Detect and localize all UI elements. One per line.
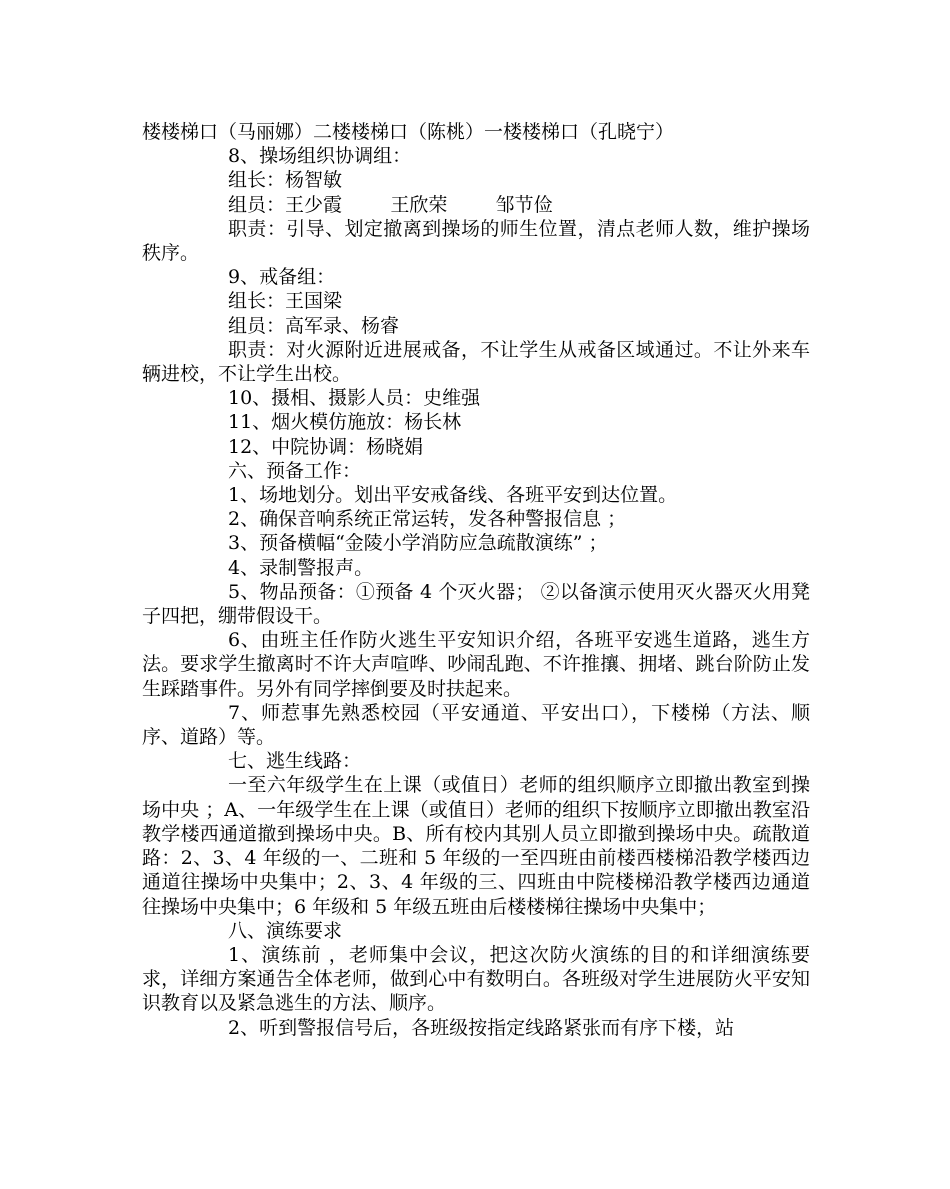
paragraph: 7、师惹事先熟悉校园（平安通道、平安出口），下楼梯（方法、顺序、道路）等。 — [142, 701, 810, 749]
paragraph: 六、预备工作： — [228, 459, 362, 482]
paragraph: 职责：引导、划定撤离到操场的师生位置，清点老师人数，维护操场秩序。 — [142, 217, 810, 265]
paragraph: 组长：杨智敏 — [228, 169, 343, 192]
paragraph: 2、听到警报信号后，各班级按指定线路紧张而有序下楼，站 — [228, 1016, 735, 1039]
paragraph: 11、烟火模仿施放：杨长林 — [228, 411, 462, 434]
paragraph: 1、演练前 ，老师集中会议，把这次防火演练的目的和详细演练要求，详细方案通告全体老师，做到心中有数明白。各班级对学生进展防火平安知识教育以及紧急逃生的方法、顺序。 — [142, 943, 810, 1015]
paragraph: 9、戒备组： — [228, 266, 336, 289]
document-body — [142, 120, 810, 1040]
paragraph: 5、物品预备：①预备 4 个灭火器； ②以备演示使用灭火器灭火用凳子四把，绷带假设干。 — [142, 580, 810, 628]
paragraph: 八、演练要求 — [228, 919, 343, 942]
paragraph: 楼楼梯口（马丽娜）二楼楼梯口（陈桃）一楼楼梯口（孔晓宁） — [142, 121, 675, 143]
paragraph: 10、摄相、摄影人员：史维强 — [228, 387, 481, 410]
paragraph: 职责：对火源附近进展戒备，不让学生从戒备区域通过。不让外来车辆进校，不让学生出校。 — [142, 338, 810, 386]
paragraph: 4、录制警报声。 — [228, 556, 374, 579]
paragraph: 3、预备横幅“金陵小学消防应急疏散演练” ； — [228, 532, 608, 555]
paragraph: 1、场地划分。划出平安戒备线、各班平安到达位置。 — [228, 484, 678, 507]
paragraph: 组员：王少霞 王欣荣 邹节俭 — [228, 193, 553, 216]
paragraph: 12、中院协调：杨晓娟 — [228, 435, 424, 458]
paragraph: 一至六年级学生在上课（或值日）老师的组织顺序立即撤出教室到操场中央 ；A、一年级学生在上课（或值日）老师的组织下按顺序立即撤出教室沿教学楼西通道撤到操场中央。B、所有校内其别人员立即撤到操场中央。疏散道路：2、3、4 年级的一、二班和 5 年级的一至四班由前楼西楼梯沿教学楼西边通道往操场中央集中；2、3、4 年级的三、四班由中院楼梯沿教学楼西边通道往操场中央集中；6 年级和 5 年级五班由后楼楼梯往操场中央集中； — [142, 774, 810, 918]
paragraph: 8、操场组织协调组： — [228, 145, 412, 168]
paragraph: 七、逃生线路： — [228, 750, 362, 773]
paragraph: 2、确保音响系统正常运转，发各种警报信息 ； — [228, 508, 627, 531]
paragraph: 6、由班主任作防火逃生平安知识介绍，各班平安逃生道路，逃生方法。要求学生撤离时不许大声喧哗、吵闹乱跑、不许推攘、拥堵、跳台阶防止发生踩踏事件。另外有同学摔倒要及时扶起来。 — [142, 629, 810, 700]
paragraph: 组员：高军录、杨睿 — [228, 314, 400, 337]
paragraph: 组长：王国梁 — [228, 290, 343, 313]
